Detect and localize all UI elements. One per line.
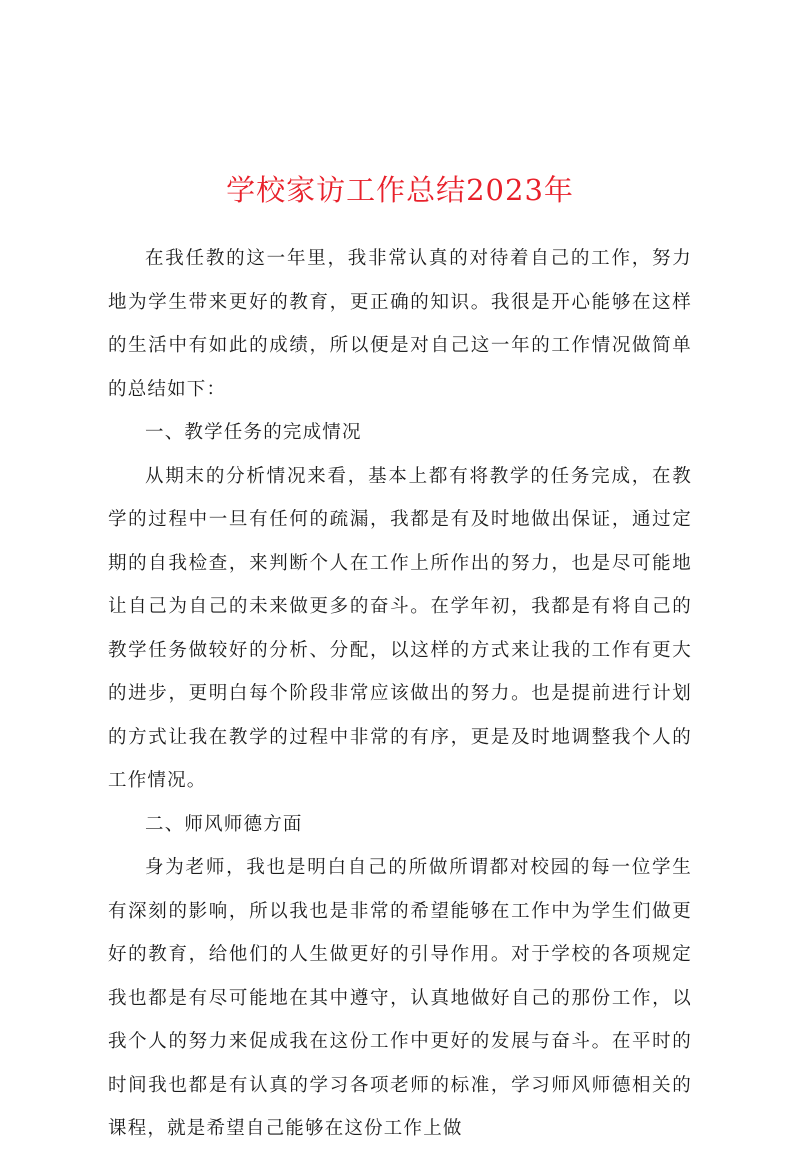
section-heading-teaching-tasks: 一、教学任务的完成情况 bbox=[145, 422, 362, 443]
document-body bbox=[108, 237, 692, 1151]
teaching-tasks-paragraph: 从期末的分析情况来看，基本上都有将教学的任务完成，在教学的过程中一旦有任何的疏漏，我都是有及时地做出保证，通过定期的自我检查，来判断个人在工作上所作出的努力，也是尽可能地让自己为自己的未来做更多的奋斗。在学年初，我都是有将自己的教学任务做较好的分析、分配，以这样的方式来让我的工作有更大的进步，更明白每个阶段非常应该做出的努力。也是提前进行计划的方式让我在教学的过程中非常的有序，更是及时地调整我个人的工作情况。 bbox=[108, 465, 692, 791]
teacher-ethics-paragraph: 身为老师，我也是明白自己的所做所谓都对校园的每一位学生有深刻的影响，所以我也是非常的希望能够在工作中为学生们做更好的教育，给他们的人生做更好的引导作用。对于学校的各项规定我也都是有尽可能地在其中遵守，认真地做好自己的那份工作，以我个人的努力来促成我在这份工作中更好的发展与奋斗。在平时的时间我也都是有认真的学习各项老师的标准，学习师风师德相关的课程，就是希望自己能够在这份工作上做 bbox=[108, 857, 692, 1139]
section-heading-teacher-ethics: 二、师风师德方面 bbox=[145, 813, 303, 835]
intro-paragraph: 在我任教的这一年里，我非常认真的对待着自己的工作，努力地为学生带来更好的教育，更正确的知识。我很是开心能够在这样的生活中有如此的成绩，所以便是对自己这一年的工作情况做简单的总结如下： bbox=[108, 248, 692, 400]
document-title: 学校家访工作总结2023年 bbox=[226, 173, 574, 207]
